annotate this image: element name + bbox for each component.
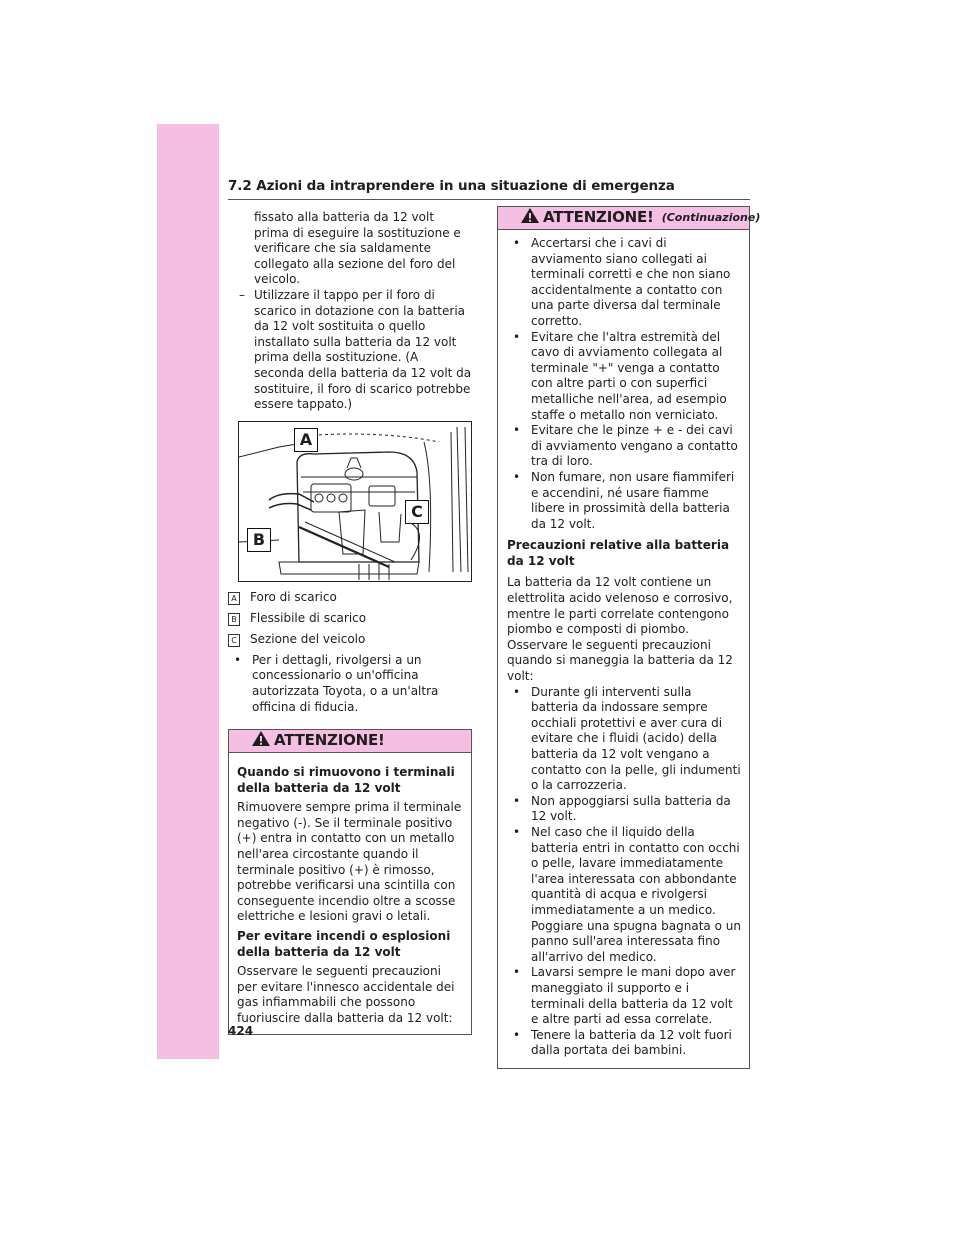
battery-drain-figure (238, 421, 472, 582)
warning-title: ATTENZIONE! (274, 731, 385, 750)
right-column (497, 206, 761, 1069)
bullet-text: Accertarsi che i cavi di avviamento siano collegati ai terminali corretti e che non siano accidentalmente a contatto con una parte diversa dal terminale corretto. (531, 236, 731, 328)
bullet-item (228, 653, 472, 715)
warning-title: ATTENZIONE! (543, 208, 654, 227)
dash-item-text: Utilizzare il tappo per il foro di scarico in dotazione con la batteria da 12 volt sostituita o quello installato sulla batteria da 12 volt prima della sostituzione. (A seconda della batteria da 12 volt da sostituire, il foro di scarico potrebbe essere tappato.) (254, 287, 472, 412)
legend-text: Sezione del veicolo (250, 631, 366, 646)
bullet-text: Lavarsi sempre le mani dopo aver maneggiato il supporto e i terminali della batteria da 12 volt e altre parti ad essa correlate. (531, 965, 736, 1027)
legend-text: Flessibile di scarico (250, 610, 367, 625)
bullet-item (507, 423, 741, 470)
warning-paragraph: Rimuovere sempre prima il terminale negativo (-). Se il terminale positivo (+) entra in contatto con un metallo nell'area circostante quando il terminale positivo (+) è rimosso, potrebbe verificarsi una scintilla con conseguente incendio oltre a scosse elettriche e lesioni gravi o letali. (237, 800, 462, 924)
bullet-text: Evitare che le pinze + e - dei cavi di avviamento vengano a contatto tra di loro. (531, 423, 738, 469)
warning-header (498, 207, 761, 230)
bullet-text: Non fumare, non usare fiammiferi e accendini, né usare fiamme libere in prossimità della batteria da 12 volt. (531, 469, 735, 531)
warning-continued-label: (Continuazione) (661, 211, 761, 225)
bullet-marker: • (234, 652, 242, 667)
dash-marker: – (239, 287, 245, 302)
bullet-item (507, 794, 741, 825)
bullet-marker: • (513, 423, 521, 438)
warning-triangle-icon (520, 207, 540, 229)
bullet-marker: • (513, 965, 521, 980)
legend-key: A (228, 592, 240, 605)
bullet-item (507, 685, 741, 794)
legend-text: Foro di scarico (250, 589, 337, 604)
bullet-item (507, 236, 741, 330)
continued-text: fissato alla batteria da 12 volt prima di eseguire la sostituzione e verificare che sia saldamente collegato alla sezione del foro del veicolo. (254, 210, 461, 287)
bullet-marker: • (513, 793, 521, 808)
figure-label-b: B (247, 528, 271, 552)
bullet-item (507, 965, 741, 1027)
warning-box-continued (497, 206, 761, 1069)
bullet-item (507, 470, 741, 532)
bullet-text: Non appoggiarsi sulla batteria da 12 volt. (531, 793, 731, 824)
legend-item-a (228, 590, 472, 605)
warning-paragraph: Osservare le seguenti precauzioni per evitare l'innesco accidentale dei gas infiammabili che possono fuoriuscire dalla batteria da 12 volt: (237, 964, 455, 1025)
bullet-marker: • (513, 684, 521, 699)
bullet-marker: • (513, 469, 521, 484)
bullet-text: Per i dettagli, rivolgersi a un concessionario o un'officina autorizzata Toyota, o a un'altra officina di fiducia. (252, 652, 439, 714)
legend-item-c (228, 632, 472, 647)
section-header-title: 7.2 Azioni da intraprendere in una situazione di emergenza (228, 178, 675, 194)
header-divider (228, 199, 750, 200)
bullet-marker: • (513, 236, 521, 250)
warning-header (229, 730, 471, 753)
bullet-text: Evitare che l'altra estremità del cavo di avviamento collegata al terminale "+" venga a contatto con altre parti o con superfici metalliche nell'area, ad esempio staffe o metallo non verniciato. (531, 329, 727, 422)
dash-list-item (228, 288, 472, 413)
bullet-text: Durante gli interventi sulla batteria da indossare sempre occhiali protettivi e aver cura di evitare che i fluidi (acido) della batteria da 12 volt vengano a contatto con la pelle, gli indumenti o la carrozzeria. (531, 684, 741, 793)
legend-key: B (228, 613, 240, 626)
warning-subheading: Quando si rimuovono i terminali della batteria da 12 volt (237, 765, 455, 795)
figure-label-c: C (405, 500, 429, 524)
page-number: 424 (228, 1024, 254, 1038)
left-column (228, 210, 472, 1035)
battery-illustration (239, 422, 471, 581)
bullet-marker: • (513, 329, 521, 344)
warning-subheading: Precauzioni relative alla batteria da 12 volt (507, 538, 730, 568)
bullet-item (507, 1028, 741, 1059)
bullet-item (507, 825, 741, 965)
warning-subheading: Per evitare incendi o esplosioni della batteria da 12 volt (237, 929, 451, 959)
warning-body (498, 230, 749, 1068)
bullet-text: Tenere la batteria da 12 volt fuori dalla portata dei bambini. (531, 1027, 732, 1058)
bullet-marker: • (513, 824, 521, 839)
figure-label-a: A (294, 428, 318, 452)
warning-body (229, 753, 471, 1034)
bullet-marker: • (513, 1027, 521, 1042)
warning-box (228, 729, 472, 1035)
warning-paragraph: La batteria da 12 volt contiene un elettrolita acido velenoso e corrosivo, mentre le parti correlate contengono piombo e composti di piombo. Osservare le seguenti precauzioni quando si maneggia la batteria da 12 volt: (507, 575, 733, 684)
bullet-text: Nel caso che il liquido della batteria entri in contatto con occhi o pelle, lavare immediatamente l'area interessata con abbondante quantità di acqua e rivolgersi immediatamente a un medico. Poggiare una spugna bagnata o un panno sull'area interessata fino all'arrivo del medico. (531, 824, 741, 964)
legend-item-b (228, 611, 472, 626)
bullet-item (507, 330, 741, 424)
chapter-sidebar-tab (157, 124, 219, 1059)
warning-triangle-icon (251, 730, 271, 752)
legend-key: C (228, 634, 240, 647)
